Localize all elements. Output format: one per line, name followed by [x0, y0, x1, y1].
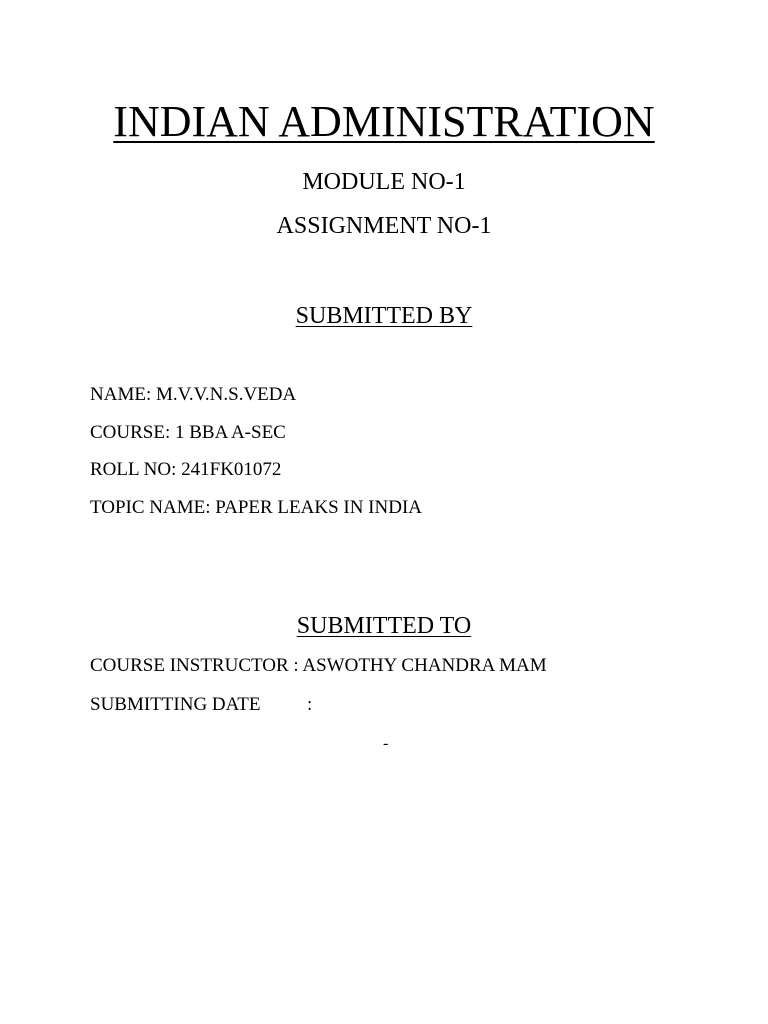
student-roll-no: ROLL NO: 241FK01072: [90, 459, 282, 480]
document-title: INDIAN ADMINISTRATION: [113, 97, 655, 146]
course-instructor: COURSE INSTRUCTOR : ASWOTHY CHANDRA MAM: [90, 655, 547, 676]
submitted-by-heading: SUBMITTED BY: [295, 303, 473, 329]
student-course: COURSE: 1 BBA A-SEC: [90, 422, 286, 443]
submitted-to-heading: SUBMITTED TO: [296, 613, 472, 639]
submitting-date-colon: :: [307, 694, 313, 715]
topic-name: TOPIC NAME: PAPER LEAKS IN INDIA: [90, 497, 422, 518]
trailing-dash-mark: -: [383, 735, 389, 752]
student-name: NAME: M.V.V.N.S.VEDA: [90, 384, 297, 405]
assignment-number: ASSIGNMENT NO-1: [276, 213, 492, 239]
submitting-date-label: SUBMITTING DATE: [90, 694, 261, 715]
module-number: MODULE NO-1: [302, 169, 466, 195]
